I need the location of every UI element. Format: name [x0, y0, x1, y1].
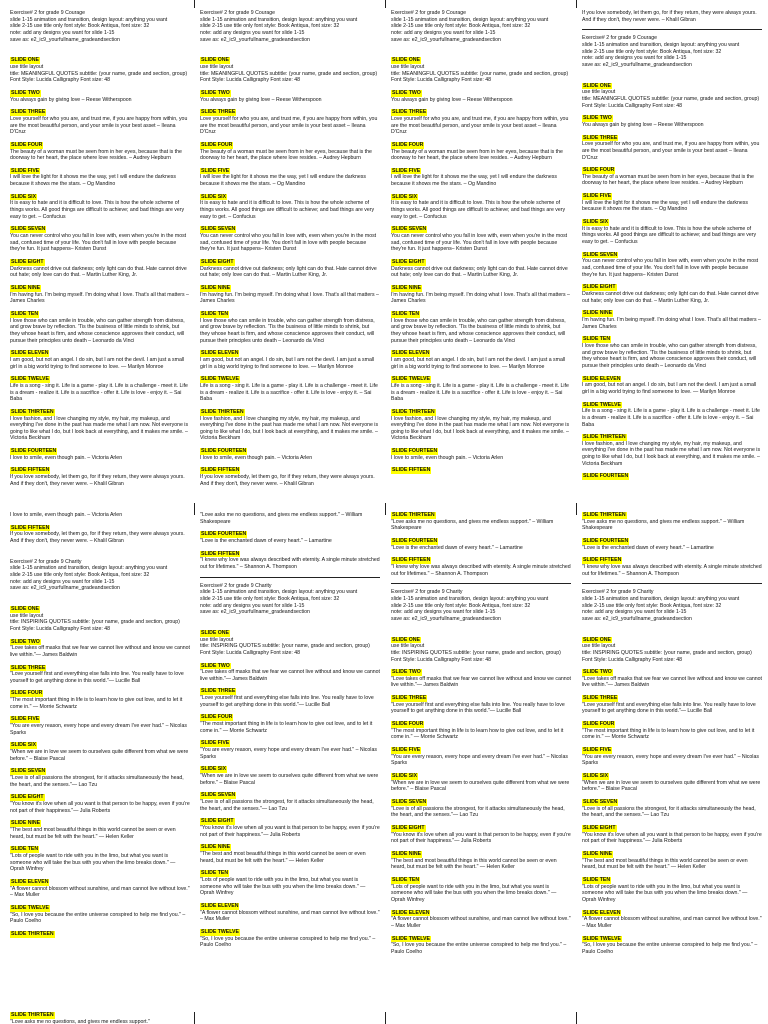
slide-heading: SLIDE THREE: [201, 688, 236, 695]
slide-heading: SLIDE TEN: [392, 876, 420, 883]
text-block: I love those who can smile in trouble, who can gather strength from distress, and grow brave by reflection. 'Tis the business of little minds to shrink, but they whose heart is firm, and whose conscience approves their conduct, will pursue their principles unto death – Leonardo da Vinci: [200, 317, 375, 344]
text-block: Exercise# 2 for grade 9 Courage slide 1-15 animation and transition, design layout: anything you want slide 2-15 use title only font style: Book Antiqua, font size: 32 note: add any designs you want for slide 1-15 save as: e2_ic9_yourfullname_gradeandsection: [391, 10, 549, 43]
text-block: Exercise# 2 for grade 9 Courage slide 1-15 animation and transition, design layout: anything you want slide 2-15 use title only font style: Book Antiqua, font size: 32 note: add any designs you want for slide 1-15 save as: e2_ic9_yourfullname_gradeandsection: [582, 35, 740, 68]
text-block: "Love takes off masks that we fear we cannot live without and know we cannot live within."— James Baldwin: [10, 645, 190, 658]
text-block: "I knew why love was always described with eternity. A single minute stretched out for lifetimes." – Shannon A. Thompson: [200, 557, 380, 570]
slide-heading: SLIDE SEVEN: [201, 226, 236, 233]
text-block: I love fashion, and I love changing my style, my hair, my makeup, and everything I've done in the past has made me what I am now. Not everyone is going to like what I do, but I look back at everything, and it makes me smile. – Victoria Beckham: [391, 415, 570, 442]
text-block: "The best and most beautiful things in this world cannot be seen or even heard, but must be felt with the heart." — Helen Keller: [582, 857, 748, 871]
text-block: "Love is the enchanted dawn of every heart." – Lamartine: [582, 544, 714, 551]
spacer: [10, 551, 190, 559]
slide-heading: SLIDE TWELVE: [11, 376, 49, 383]
spacer: [10, 49, 190, 57]
text-block: The beauty of a woman must be seen from in her eyes, because that is the doorway to her heart, the place where love resides. – Audrey Hepburn: [582, 173, 754, 187]
text-block: If you love somebody, let them go, for if they return, they were always yours. And if they don't, they never were. – Khalil Gibran: [10, 531, 185, 544]
slide-heading: SLIDE TEN: [11, 846, 39, 853]
slide-heading: SLIDE THREE: [583, 134, 618, 141]
text-block: You always gain by giving love – Reese Witherspoon: [10, 96, 132, 103]
slide-heading: SLIDE THREE: [392, 109, 427, 116]
text-block: "Love yourself first and everything else falls into line. You really have to love yourself to get anything done in this world."— Lucille Ball: [582, 701, 756, 715]
slide-heading: SLIDE ONE: [201, 629, 229, 636]
text-block: Darkness cannot drive out darkness; only light can do that. Hate cannot drive out hate; only love can do that. – Martin Luther King, Jr.: [10, 265, 187, 279]
horizontal-rule: [582, 583, 762, 584]
text-block: "Love asks me no questions, and gives me endless support." – William Shakespeare: [391, 518, 554, 532]
page-column: [391, 512, 571, 1024]
slide-heading: SLIDE SIX: [392, 193, 418, 200]
slide-heading: SLIDE SEVEN: [201, 792, 236, 799]
text-block: I love fashion, and I love changing my style, my hair, my makeup, and everything I've done in the past has made me what I am now. Not everyone is going to like what I do, but I look back at everything, and it makes me smile. – Victoria Beckham: [200, 415, 379, 442]
text-block: I love fashion, and I love changing my style, my hair, my makeup, and everything I've done in the past has made me what I am now. Not everyone is going to like what I do, but I look back at everything, and it makes me smile. – Victoria Beckham: [10, 415, 189, 442]
text-block: "So, I love you because the entire universe conspired to help me find you." – Paulo Coelho: [10, 911, 186, 925]
column-divider: [194, 503, 195, 515]
slide-heading: SLIDE TEN: [583, 336, 611, 343]
slide-heading: SLIDE EIGHT: [11, 794, 44, 801]
text-block: "Lots of people want to ride with you in the limo, but what you want is someone who will take the bus with you when the limo breaks down." — Oprah Winfrey: [391, 883, 557, 903]
text-block: Exercise# 2 for grade 9 Charity slide 1-15 animation and transition, design layout: anything you want slide 2-15 use title only font style: Book Antiqua, font size: 32 note: add any designs you want for slide 1-15 save as: e2_ic9_yourfullname_gradeandsection: [391, 589, 549, 622]
slide-heading: SLIDE ONE: [583, 82, 611, 89]
text-block: Exercise# 2 for grade 9 Courage slide 1-15 animation and transition, design layout: anything you want slide 2-15 use title only font style: Book Antiqua, font size: 32 note: add any designs you want for slide 1-15 save as: e2_ic9_yourfullname_gradeandsection: [10, 10, 168, 43]
slide-heading: SLIDE FIVE: [392, 747, 421, 754]
slide-heading: SLIDE TWELVE: [201, 928, 239, 935]
text-block: "So, I love you because the entire universe conspired to help me find you." – Paulo Coelho: [200, 935, 376, 949]
text-block: Love yourself for who you are, and trust me, if you are happy from within, you are the most beautiful person, and your smile is your best asset – Ileana D'Cruz: [10, 115, 188, 136]
text-block: I'm having fun. I'm being myself. I'm doing what I love. That's all that matters – James Charles: [200, 291, 379, 305]
slide-heading: SLIDE ELEVEN: [392, 909, 430, 916]
slide-heading: SLIDE ELEVEN: [583, 375, 621, 382]
slide-heading: SLIDE SIX: [583, 773, 609, 780]
slide-heading: SLIDE TWO: [392, 669, 421, 676]
slide-heading: SLIDE THREE: [11, 109, 46, 116]
slide-heading: SLIDE TWELVE: [392, 935, 430, 942]
spacer: [582, 629, 762, 637]
slide-heading: SLIDE TWELVE: [583, 935, 621, 942]
text-block: "When we are in love we seem to ourselves quite different from what we were before." – Blaise Pascal: [10, 749, 189, 762]
text-block: You can never control who you fall in love with, even when you're in the most sad, confused time of your life. You don't fall in love with people because they're fun. It just happens– Kristen Dunst: [582, 258, 759, 278]
text-block: I am good, but not an angel. I do sin, but I am not the devil. I am just a small girl in a big world trying to find someone to love. — Marilyn Monroe: [200, 356, 375, 370]
text-block: "You are every reason, every hope and every dream I've ever had." – Nicolas Sparks: [582, 753, 759, 767]
slide-heading: SLIDE THREE: [392, 695, 427, 702]
slide-heading: SLIDE NINE: [583, 310, 613, 317]
spacer: [391, 629, 571, 637]
slide-heading: SLIDE NINE: [11, 820, 41, 827]
slide-heading: SLIDE ONE: [201, 57, 229, 64]
slide-heading: SLIDE ELEVEN: [201, 350, 239, 357]
column-divider: [194, 1012, 195, 1024]
spacer: [391, 49, 571, 57]
text-block: The beauty of a woman must be seen from in her eyes, because that is the doorway to her heart, the place where love resides. – Audrey Hepburn: [10, 148, 182, 162]
slide-heading: SLIDE FOUR: [583, 721, 615, 728]
text-block: "Love is the enchanted dawn of every heart." – Lamartine: [391, 544, 523, 551]
text-block: I am good, but not an angel. I do sin, but I am not the devil. I am just a small girl in a big world trying to find someone to love. — Marilyn Monroe: [391, 356, 566, 370]
text-block: It is easy to hate and it is difficult to love. This is how the whole scheme of things works. All good things are difficult to achieve; and bad things are very easy to get. – Confucius: [582, 225, 757, 246]
text-block: Darkness cannot drive out darkness; only light can do that. Hate cannot drive out hate; only love can do that. – Martin Luther King, Jr.: [391, 265, 568, 279]
slide-heading: SLIDE ELEVEN: [583, 909, 621, 916]
spacer: [582, 75, 762, 83]
text-block: use title layout title: MEANINGFUL QUOTES subtitle: (your name, grade and section, group) Font Style: Lucida Calligraphy Font size: 48: [582, 89, 760, 109]
spacer: [10, 598, 190, 606]
text-block: "You know it's love when all you want is that person to be happy, even if you're not part of their happiness."— Julia Roberts: [582, 831, 762, 845]
text-block: "When we are in love we seem to ourselves quite different from what we were before." – Blaise Pascal: [582, 779, 761, 793]
slide-heading: SLIDE NINE: [11, 285, 41, 291]
horizontal-rule: [391, 583, 571, 584]
slide-heading: SLIDE FIVE: [583, 747, 612, 754]
text-block: The beauty of a woman must be seen from in her eyes, because that is the doorway to her heart, the place where love resides. – Audrey Hepburn: [391, 148, 563, 162]
slide-heading: SLIDE THREE: [583, 695, 618, 702]
text-block: It is easy to hate and it is difficult to love. This is how the whole scheme of things works. All good things are difficult to achieve; and bad things are very easy to get. – Confucius: [200, 200, 375, 220]
text-block: I will love the light for it shows me the way, yet I will endure the darkness because it shows me the stars. – Og Mandino: [10, 174, 176, 188]
slide-heading: SLIDE FIFTEEN: [201, 550, 240, 557]
text-block: "You are every reason, every hope and every dream I've ever had." – Nicolas Sparks: [200, 747, 377, 760]
text-block: It is easy to hate and it is difficult to love. This is how the whole scheme of things works. All good things are difficult to achieve; and bad things are very easy to get. – Confucius: [391, 200, 566, 220]
slide-heading: SLIDE SEVEN: [11, 768, 46, 775]
text-block: use title layout title: INSPIRING QUOTES subtitle: (your name, grade and section, group) Font Style: Lucida Calligraphy Font size: 48: [582, 643, 752, 663]
text-block: "Love is of all passions the strongest, for it attacks simultaneously the head, the heart, and the senses."— Lao Tzu: [582, 805, 756, 819]
slide-heading: SLIDE TWELVE: [201, 376, 239, 383]
text-block: I'm having fun. I'm being myself. I'm doing what I love. That's all that matters – James Charles: [10, 291, 189, 305]
text-block: Life is a song - sing it. Life is a game - play it. Life is a challenge - meet it. Life is a dream - realize it. Life is a sacrifice - offer it. Life is love - enjoy it. – Sai Baba: [391, 382, 569, 403]
text-block: You always gain by giving love – Reese Witherspoon: [200, 96, 322, 103]
text-block: I love to smile, even though pain. – Victoria Arlen: [391, 454, 504, 461]
text-block: I am good, but not an angel. I do sin, but I am not the devil. I am just a small girl in a big world trying to find someone to love. — Marilyn Monroe: [10, 356, 185, 370]
text-block: Darkness cannot drive out darkness; only light can do that. Hate cannot drive out hate; only love can do that. – Martin Luther King, Jr.: [200, 265, 377, 279]
slide-heading: SLIDE TEN: [201, 310, 229, 317]
text-block: Love yourself for who you are, and trust me, if you are happy from within, you are the most beautiful person, and your smile is your best asset – Ileana D'Cruz: [200, 115, 378, 136]
text-block: Love yourself for who you are, and trust me, if you are happy from within, you are the most beautiful person, and your smile is your best asset – Ileana D'Cruz: [582, 141, 760, 161]
text-block: use title layout title: MEANINGFUL QUOTES subtitle: (your name, grade and section, group) Font Style: Lucida Calligraphy Font size: 48: [391, 63, 569, 84]
text-block: "Love takes off masks that we fear we cannot live without and know we cannot live within."— James Baldwin: [200, 669, 380, 682]
slide-heading: SLIDE FOUR: [201, 714, 233, 721]
slide-heading: SLIDE ONE: [11, 605, 39, 612]
text-block: I love those who can smile in trouble, who can gather strength from distress, and grow brave by reflection. 'Tis the business of little minds to shrink, but they whose heart is firm, and whose conscience approves their conduct, will pursue their principles unto death – Leonardo da Vinci: [10, 317, 185, 344]
text-block: "I knew why love was always described with eternity. A single minute stretched out for lifetimes." – Shannon A. Thompson: [582, 563, 762, 577]
slide-heading: SLIDE FOUR: [392, 721, 424, 728]
text-block: "The best and most beautiful things in this world cannot be seen or even heard, but must be felt with the heart." — Helen Keller: [391, 857, 557, 871]
text-block: I love to smile, even though pain. – Victoria Arlen: [10, 512, 123, 518]
text-block: I love fashion, and I love changing my style, my hair, my makeup, and everything I've done in the past has made me what I am now. Not everyone is going to like what I do, but I look back at everything, and it makes me smile. – Victoria Beckham: [582, 440, 761, 467]
text-block: Darkness cannot drive out darkness; only light can do that. Hate cannot drive out hate; only love can do that. – Martin Luther King, Jr.: [582, 291, 759, 304]
text-block: use title layout title: INSPIRING QUOTES subtitle: (your name, grade and section, group) Font Style: Lucida Calligraphy Font size: 48: [200, 636, 370, 656]
text-block: "I knew why love was always described with eternity. A single minute stretched out for lifetimes." – Shannon A. Thompson: [391, 563, 571, 577]
slide-heading: SLIDE TWELVE: [11, 904, 49, 911]
page-column: [582, 10, 762, 502]
text-block: "Love is of all passions the strongest, for it attacks simultaneously the head, the heart, and the senses."— Lao Tzu: [10, 775, 184, 788]
slide-heading: SLIDE SEVEN: [11, 226, 46, 233]
text-block: "A flower cannot blossom without sunshine, and man cannot live without love." – Max Muller: [200, 909, 380, 923]
text-block: "Lots of people want to ride with you in the limo, but what you want is someone who will take the bus with you when the limo breaks down." — Oprah Winfrey: [10, 852, 176, 873]
text-block: Exercise# 2 for grade 9 Charity slide 1-15 animation and transition, design layout: anything you want slide 2-15 use title only font style: Book Antiqua, font size: 32 note: add any designs you want for slide 1-15 save as: e2_ic9_yourfullname_gradeandsection: [10, 558, 168, 592]
text-block: You can never control who you fall in love with, even when you're in the most sad, confused time of your life. You don't fall in love with people because they're fun. It just happens– Kristen Dunst: [10, 233, 187, 253]
text-block: "You know it's love when all you want is that person to be happy, even if you're not part of their happiness."— Julia Roberts: [391, 831, 571, 845]
text-block: Love yourself for who you are, and trust me, if you are happy from within, you are the most beautiful person, and your smile is your best asset – Ileana D'Cruz: [391, 115, 569, 136]
text-block: "So, I love you because the entire universe conspired to help me find you." – Paulo Coelho: [391, 942, 567, 955]
slide-heading: SLIDE TWO: [201, 89, 230, 96]
horizontal-rule: [582, 29, 762, 30]
text-block: I will love the light for it shows me the way, yet I will endure the darkness because it shows me the stars. – Og Mandino: [391, 174, 557, 188]
slide-heading: SLIDE FIFTEEN: [392, 557, 431, 564]
text-block: The beauty of a woman must be seen from in her eyes, because that is the doorway to her heart, the place where love resides. – Audrey Hepburn: [200, 148, 372, 162]
slide-heading: SLIDE FOURTEEN: [201, 531, 247, 538]
slide-heading: SLIDE THIRTEEN: [392, 512, 435, 518]
text-block: I love those who can smile in trouble, who can gather strength from distress, and grow brave by reflection. 'Tis the business of little minds to shrink, but they whose heart is firm, and whose conscience approves their conduct, will pursue their principles unto death – Leonardo da Vinci: [391, 317, 566, 344]
text-block: "Love is of all passions the strongest, for it attacks simultaneously the head, the heart, and the senses."— Lao Tzu: [200, 799, 374, 812]
slide-heading: SLIDE SEVEN: [583, 251, 618, 258]
column-divider: [385, 503, 386, 515]
slide-heading: SLIDE EIGHT: [392, 259, 425, 266]
text-block: "You know it's love when all you want is that person to be happy, even if you're not part of their happiness."— Julia Roberts: [10, 801, 190, 814]
slide-heading: SLIDE SIX: [11, 742, 37, 749]
slide-heading: SLIDE SEVEN: [583, 799, 618, 805]
quote-text: "Love asks me no questions, and gives me endless support.": [10, 1018, 150, 1024]
text-block: "The most important thing in life is to learn how to give out love, and to let it come in." — Morrie Schwartz: [582, 727, 755, 741]
text-block: It is easy to hate and it is difficult to love. This is how the whole scheme of things works. All good things are difficult to achieve; and bad things are very easy to get. – Confucius: [10, 200, 185, 220]
slide-heading: SLIDE THIRTEEN: [11, 930, 54, 937]
slide-heading: SLIDE THIRTEEN: [583, 434, 626, 441]
text-block: Exercise# 2 for grade 9 Courage slide 1-15 animation and transition, design layout: anything you want slide 2-15 use title only font style: Book Antiqua, font size: 32 note: add any designs you want for slide 1-15 save as: e2_ic9_yourfullname_gradeandsection: [200, 10, 358, 43]
slide-heading: SLIDE NINE: [583, 850, 613, 857]
slide-heading: SLIDE FIVE: [201, 167, 230, 174]
text-block: "Love yourself first and everything else falls into line. You really have to love yourself to get anything done in this world."— Lucille Ball: [391, 701, 565, 715]
text-block: "The best and most beautiful things in this world cannot be seen or even heard, but must be felt with the heart." — Helen Keller: [200, 850, 366, 864]
page-column: [10, 512, 190, 1024]
text-block: "The best and most beautiful things in this world cannot be seen or even heard, but must be felt with the heart." — Helen Keller: [10, 826, 176, 840]
slide-heading: SLIDE THREE: [11, 664, 46, 671]
slide-heading: SLIDE ONE: [392, 57, 420, 64]
slide-heading: SLIDE FIFTEEN: [392, 467, 431, 474]
slide-heading: SLIDE FOURTEEN: [201, 448, 247, 455]
slide-heading: SLIDE ONE: [11, 57, 39, 64]
text-block: "The most important thing in life is to learn how to give out love, and to let it come in." — Morrie Schwartz: [391, 727, 564, 741]
slide-heading: SLIDE FIVE: [201, 740, 230, 747]
text-block: use title layout title: INSPIRING QUOTES subtitle: (your name, grade and section, group) Font Style: Lucida Calligraphy Font size: 48: [391, 643, 561, 663]
slide-heading: SLIDE EIGHT: [583, 824, 616, 831]
slide-heading: SLIDE THIRTEEN: [201, 408, 244, 415]
text-block: If you love somebody, let them go, for if they return, they were always yours. And if they don't, they never were. – Khalil Gibran: [10, 474, 185, 487]
slide-heading: SLIDE FOUR: [583, 167, 615, 174]
text-block: use title layout title: INSPIRING QUOTES subtitle: (your name, grade and section, group) Font Style: Lucida Calligraphy Font size: 48: [10, 612, 180, 632]
text-block: "So, I love you because the entire universe conspired to help me find you." – Paulo Coelho: [582, 942, 758, 955]
text-block: "Love takes off masks that we fear we cannot live without and know we cannot live within."— James Baldwin: [582, 675, 762, 689]
slide-heading: SLIDE TEN: [392, 310, 420, 317]
slide-heading: SLIDE NINE: [392, 285, 422, 291]
slide-heading: SLIDE SIX: [11, 193, 37, 200]
text-block: "Love asks me no questions, and gives me endless support." – William Shakespeare: [200, 512, 363, 525]
text-block: "When we are in love we seem to ourselves quite different from what we were before." – Blaise Pascal: [200, 773, 379, 786]
text-block: "A flower cannot blossom without sunshine, and man cannot live without love." – Max Muller: [582, 916, 762, 929]
slide-heading: SLIDE FIVE: [392, 167, 421, 174]
slide-heading: SLIDE TEN: [11, 310, 39, 317]
slide-heading: SLIDE EIGHT: [201, 259, 234, 266]
spacer: [200, 622, 380, 630]
slide-heading: SLIDE THIRTEEN: [392, 408, 435, 415]
slide-heading: SLIDE ELEVEN: [392, 350, 430, 357]
slide-heading: SLIDE FIFTEEN: [583, 557, 622, 564]
text-block: "When we are in love we seem to ourselves quite different from what we were before." – Blaise Pascal: [391, 779, 570, 793]
text-block: "You are every reason, every hope and every dream I've ever had." – Nicolas Sparks: [10, 723, 187, 736]
text-block: "Love is the enchanted dawn of every heart." – Lamartine: [200, 537, 332, 544]
slide-heading: SLIDE FOUR: [11, 690, 43, 697]
slide-heading: SLIDE FIVE: [583, 193, 612, 200]
slide-heading: SLIDE TWELVE: [392, 376, 430, 383]
slide-heading: SLIDE FIVE: [11, 716, 40, 723]
slide-heading: SLIDE FOURTEEN: [392, 448, 438, 455]
text-block: "Love yourself first and everything else falls into line. You really have to love yourself to get anything done in this world."— Lucille Ball: [10, 671, 184, 684]
slide-heading: SLIDE ELEVEN: [201, 902, 239, 909]
slide-heading: SLIDE ONE: [392, 636, 420, 643]
column-divider: [576, 1012, 577, 1024]
text-block: I love to smile, even though pain. – Victoria Arlen: [200, 454, 313, 461]
slide-heading: SLIDE SIX: [201, 766, 227, 773]
page-column: [200, 10, 380, 502]
slide-heading: SLIDE SIX: [392, 773, 418, 780]
column-divider: [576, 503, 577, 515]
text-block: "Love is of all passions the strongest, for it attacks simultaneously the head, the heart, and the senses."— Lao Tzu: [391, 805, 565, 819]
slide-heading: SLIDE EIGHT: [392, 824, 425, 831]
text-block: I will love the light for it shows me the way, yet I will endure the darkness because it shows me the stars. – Og Mandino: [582, 199, 748, 213]
text-block: Exercise# 2 for grade 9 Charity slide 1-15 animation and transition, design layout: anything you want slide 2-15 use title only font style: Book Antiqua, font size: 32 note: add any designs you want for slide 1-15 save as: e2_ic9_yourfullname_gradeandsection: [582, 589, 740, 622]
slide-heading: SLIDE SIX: [583, 219, 609, 226]
text-block: "Love takes off masks that we fear we cannot live without and know we cannot live within."— James Baldwin: [391, 675, 571, 689]
text-block: Exercise# 2 for grade 9 Charity slide 1-15 animation and transition, design layout: anything you want slide 2-15 use title only font style: Book Antiqua, font size: 32 note: add any designs you want for slide 1-15 save as: e2_ic9_yourfullname_gradeandsection: [200, 582, 358, 616]
column-divider: [385, 0, 386, 8]
text-block: "You know it's love when all you want is that person to be happy, even if you're not part of their happiness."— Julia Roberts: [200, 824, 380, 838]
text-block: "Lots of people want to ride with you in the limo, but what you want is someone who will take the bus with you when the limo breaks down." — Oprah Winfrey: [582, 883, 748, 903]
text-block: I love to smile, even though pain. – Victoria Arlen: [10, 454, 123, 461]
horizontal-rule: [200, 577, 380, 578]
slide-heading: SLIDE THIRTEEN: [11, 1012, 54, 1018]
text-block: You always gain by giving love – Reese Witherspoon: [582, 121, 704, 128]
slide-heading: SLIDE FOURTEEN: [583, 473, 629, 480]
slide-heading: SLIDE TWO: [11, 89, 40, 96]
slide-heading: SLIDE TWELVE: [583, 401, 621, 408]
text-block: Life is a song - sing it. Life is a game - play it. Life is a challenge - meet it. Life is a dream - realize it. Life is a sacrifice - offer it. Life is love - enjoy it. – Sai Baba: [10, 382, 188, 403]
text-block: You can never control who you fall in love with, even when you're in the most sad, confused time of your life. You don't fall in love with people because they're fun. It just happens– Kristen Dunst: [391, 233, 568, 253]
slide-heading: SLIDE ONE: [583, 636, 611, 643]
slide-heading: SLIDE TEN: [583, 876, 611, 883]
page-column: [10, 10, 190, 502]
text-block: "A flower cannot blossom without sunshine, and man cannot live without love." – Max Muller: [10, 885, 190, 899]
text-block: "Love yourself first and everything else falls into line. You really have to love yourself to get anything done in this world."— Lucille Ball: [200, 695, 374, 708]
slide-heading: SLIDE EIGHT: [583, 284, 616, 291]
slide-heading: SLIDE FOUR: [201, 141, 233, 148]
page-column: [200, 512, 380, 1024]
slide-heading: SLIDE TEN: [201, 870, 229, 877]
slide-heading: SLIDE TWO: [583, 669, 612, 676]
text-block: "The most important thing in life is to learn how to give out love, and to let it come in." — Morrie Schwartz: [10, 697, 183, 710]
text-block: "Love asks me no questions, and gives me endless support." – William Shakespeare: [582, 518, 745, 532]
text-block: "You are every reason, every hope and every dream I've ever had." – Nicolas Sparks: [391, 753, 568, 767]
page-column: [391, 10, 571, 502]
slide-heading: SLIDE EIGHT: [11, 259, 44, 266]
text-block: use title layout title: MEANINGFUL QUOTES subtitle: (your name, grade and section, group) Font Style: Lucida Calligraphy Font size: 48: [200, 63, 378, 84]
text-block: You can never control who you fall in love with, even when you're in the most sad, confused time of your life. You don't fall in love with people because they're fun. It just happens– Kristen Dunst: [200, 233, 377, 253]
slide-heading: SLIDE FOURTEEN: [583, 537, 629, 544]
text-block: "A flower cannot blossom without sunshine, and man cannot live without love." – Max Muller: [391, 916, 571, 929]
column-divider: [576, 0, 577, 8]
slide-heading: SLIDE SEVEN: [392, 226, 427, 233]
slide-heading: SLIDE ELEVEN: [11, 350, 49, 357]
text-block: You always gain by giving love – Reese Witherspoon: [391, 96, 513, 103]
text-block: If you love somebody, let them go, for if they return, they were always yours. And if they don't, they never were. – Khalil Gibran: [582, 10, 757, 23]
text-block: I am good, but not an angel. I do sin, but I am not the devil. I am just a small girl in a big world trying to find someone to love. — Marilyn Monroe: [582, 382, 757, 395]
text-block: use title layout title: MEANINGFUL QUOTES subtitle: (your name, grade and section, group) Font Style: Lucida Calligraphy Font size: 48: [10, 63, 188, 84]
slide-heading: SLIDE SIX: [201, 193, 227, 200]
page-column: [582, 512, 762, 1024]
slide-heading: SLIDE EIGHT: [201, 818, 234, 825]
slide-heading: SLIDE TWO: [392, 89, 421, 96]
slide-heading: SLIDE TWO: [11, 638, 40, 645]
slide-heading: SLIDE TWO: [201, 662, 230, 669]
column-divider: [194, 0, 195, 8]
slide-heading: SLIDE NINE: [201, 285, 231, 291]
text-block: Life is a song - sing it. Life is a game - play it. Life is a challenge - meet it. Life is a dream - realize it. Life is a sacrifice - offer it. Life is love - enjoy it. – Sai Baba: [200, 382, 378, 403]
slide-heading: SLIDE THIRTEEN: [11, 408, 54, 415]
text-block: I will love the light for it shows me the way, yet I will endure the darkness because it shows me the stars. – Og Mandino: [200, 174, 366, 188]
slide-heading: SLIDE FIFTEEN: [11, 524, 50, 531]
text-block: "The most important thing in life is to learn how to give out love, and to let it come in." — Morrie Schwartz: [200, 721, 373, 734]
slide-heading: SLIDE THREE: [201, 109, 236, 116]
text-block: I love those who can smile in trouble, who can gather strength from distress, and grow brave by reflection. 'Tis the business of little minds to shrink, but they whose heart is firm, and whose conscience approves their conduct, will pursue their principles unto death – Leonardo da Vinci: [582, 342, 757, 369]
slide-heading: SLIDE FOUR: [11, 141, 43, 148]
slide-heading: SLIDE THIRTEEN: [583, 512, 626, 518]
column-divider: [385, 1012, 386, 1024]
text-block: If you love somebody, let them go, for if they return, they were always yours. And if they don't, they never were. – Khalil Gibran: [200, 474, 375, 487]
slide-heading: SLIDE SEVEN: [392, 799, 427, 805]
spacer: [200, 49, 380, 57]
slide-heading: SLIDE FOUR: [392, 141, 424, 148]
slide-heading: SLIDE FOURTEEN: [392, 537, 438, 544]
text-block: "Lots of people want to ride with you in the limo, but what you want is someone who will take the bus with you when the limo breaks down." — Oprah Winfrey: [200, 876, 366, 897]
slide-heading: SLIDE TWO: [583, 115, 612, 122]
slide-heading: SLIDE NINE: [201, 844, 231, 851]
slide-heading: SLIDE FIVE: [11, 167, 40, 174]
slide-heading: SLIDE FIFTEEN: [201, 467, 240, 474]
text-block: Life is a song - sing it. Life is a game - play it. Life is a challenge - meet it. Life is a dream - realize it. Life is a sacrifice - offer it. Life is love - enjoy it. – Sai Baba: [582, 408, 760, 428]
slide-heading: SLIDE NINE: [392, 850, 422, 857]
slide-heading: SLIDE FOURTEEN: [11, 448, 57, 455]
text-block: I'm having fun. I'm being myself. I'm doing what I love. That's all that matters – James Charles: [582, 316, 761, 330]
slide-heading: SLIDE FIFTEEN: [11, 467, 50, 474]
slide-heading: SLIDE ELEVEN: [11, 878, 49, 885]
page-footer-fragment: [10, 1012, 190, 1024]
text-block: I'm having fun. I'm being myself. I'm doing what I love. That's all that matters – James Charles: [391, 291, 570, 305]
